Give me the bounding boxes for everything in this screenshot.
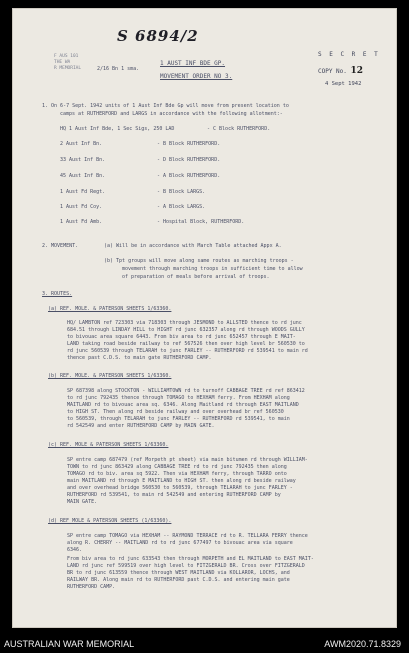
para2b-line: of preparation of meals before arrival of troops. — [122, 274, 270, 280]
route-heading: (b) REF. MOLE. & PATERSON SHEETS 1/63360. — [48, 373, 172, 379]
route-line: MAIN GATE. — [67, 499, 98, 505]
allotment-unit: 1 Aust Fd Regt. — [60, 189, 106, 195]
route-line: main MAITLAND rd through E MAITLAND to HIGH ST. then along rd beside railway — [67, 478, 296, 484]
route-line: to rd junc 792435 thence through TOMAGO to HEXHAM ferry. From HEXHAM along — [67, 395, 290, 401]
para1-line: 1. On 6-7 Sept. 1942 units of 1 Aust Inf Bde Gp will move from present location to — [42, 103, 289, 109]
route-line: SP entre camp 687479 (ref Morpeth pt sheet) via main bitumen rd through WILLIAM- — [67, 457, 308, 463]
route-heading: (a) REF. MOLE. & PATERSON SHEETS 1/63360. — [48, 306, 172, 312]
allotment-block: - C Block RUTHERFORD. — [207, 126, 271, 132]
route-line: TOMAGO rd to biv. area sq 5922. Then via HEXHAM ferry, through TARRO onto — [67, 471, 287, 477]
stamp-line: THE WA — [54, 60, 71, 65]
para2-heading: 2. MOVEMENT. — [42, 243, 79, 249]
allotment-unit: 1 Aust Fd Amb. — [60, 219, 103, 225]
route-line: to bivouac area square 6443. From biv area to rd junc 652457 through E MAIT- — [67, 334, 296, 340]
route-line: RAILWAY BR. Along main rd to RUTHERFORD past C.D.S. and entering main gate — [67, 577, 290, 583]
stamp-line: R MEMORIAL — [54, 66, 82, 71]
route-line: 684.51 through LINDAY HILL to HIGHT rd junc 632357 along rd through WOODS GULLY — [67, 327, 305, 333]
allotment-block: - B Block RUTHERFORD. — [157, 141, 221, 147]
allotment-block: - A Block RUTHERFORD. — [157, 173, 221, 179]
para1-line: camps at RUTHERFORD and LARGS in accordance with the following allotment:- — [60, 111, 283, 117]
para2a-text: (a) Will be in accordance with March Table attached Appx A. — [104, 243, 282, 249]
route-line: to 560539, through TELARAH to junc FARLEY -- RUTHERFORD rd 539541, to main — [67, 416, 290, 422]
route-line: RUTHERFORD CAMP. — [67, 584, 116, 590]
route-line: rd 542549 and enter RUTHERFORD CAMP by MAIN GATE. — [67, 423, 215, 429]
route-line: BR to rd junc 613559 thence through WEST MAITLAND via KOLLAROR, LOCHS, and — [67, 570, 290, 576]
para2b-line: movement through marching troops in sufficient time to allow — [122, 266, 303, 272]
secret-marking: S E C R E T — [318, 51, 380, 58]
allotment-block: - B Block LARGS. — [157, 189, 206, 195]
order-date: 4 Sept 1942 — [325, 81, 362, 87]
route-line: thence past C.D.S. to main gate RUTHERFORD CAMP. — [67, 355, 212, 361]
route-heading: (d) REF MOLE & PATERSON SHEETS (1/63360). — [48, 518, 172, 524]
handwritten-reference: S 6894/2 — [117, 27, 199, 45]
route-line: SP entre camp TOMAGO via HEXHAM -- RAYMOND TERRACE rd to R. TELLARA FERRY thence — [67, 533, 308, 539]
archive-name: AUSTRALIAN WAR MEMORIAL — [4, 639, 135, 649]
route-line: SP 687398 along STOCKTON - WILLIAMTOWN rd to turnoff CABBAGE TREE rd ref 863412 — [67, 388, 305, 394]
allotment-unit: 45 Aust Inf Bn. — [60, 173, 106, 179]
route-line: 6346. — [67, 547, 83, 553]
route-line: rd junc 560539 through TELARAH to junc FARLEY -- RUTHERFORD rd 539541 to main rd — [67, 348, 308, 354]
stamp-line: F AUS 101 — [54, 54, 79, 59]
header-left: 2/16 Bn 1 sma. — [97, 66, 140, 72]
route-line: MAITLAND rd to bivouac area sq. 6346. Along Maitland rd through EAST MAITLAND — [67, 402, 299, 408]
allotment-unit: 2 Aust Inf Bn. — [60, 141, 103, 147]
allotment-block: - D Block RUTHERFORD. — [157, 157, 221, 163]
route-line: and over overhead bridge 560530 to 560539, through TELARAH to junc FARLEY - — [67, 485, 293, 491]
route-line: HQ/ LAMBTON ref 723303 via 718303 through JESMOND to ALLSTED thence to rd junc — [67, 320, 302, 326]
copy-value: 12 — [350, 66, 364, 76]
archive-id: AWM2020.71.8329 — [324, 639, 401, 649]
route-heading: (c) REF. MOLE & PATERSON SHEETS 1/63360. — [48, 442, 169, 448]
route-line: LAND rd junc ref 599519 over high level to FITZGERALD BR. Cross over FITZGERALD — [67, 563, 305, 569]
route-line: RUTHERFORD rd 539541, to main rd 542549 and entering RUTHERFORD CAMP by — [67, 492, 281, 498]
para2b-line: (b) Tpt groups will move along same routes as marching troops - — [104, 258, 294, 264]
copy-label: COPY No. — [318, 68, 347, 75]
para3-heading: 3. ROUTES. — [42, 291, 73, 297]
route-line: along R. CHERRY -- MAITLAND rd to rd junc 677497 to bivouac area via square — [67, 540, 293, 546]
allotment-unit: HQ 1 Aust Inf Bde, 1 Sec Sigs, 250 LAD — [60, 126, 175, 132]
copy-number — [318, 66, 363, 76]
route-line: LAND taking road beside railway to ref 567526 then over high level br 560530 to — [67, 341, 305, 347]
route-line: TOWN to rd junc 863429 along CABBAGE TREE rd to rd junc 792435 then along — [67, 464, 287, 470]
order-title: MOVEMENT ORDER NO 3. — [160, 73, 233, 80]
allotment-unit: 33 Aust Inf Bn. — [60, 157, 106, 163]
allotment-block: - A Block LARGS. — [157, 204, 206, 210]
route-line: From biv area to rd junc 633543 then through MORPETH and EL MAITLAND to EAST MAIT- — [67, 556, 314, 562]
allotment-block: - Hospital Block, RUTHERFORD. — [157, 219, 245, 225]
route-line: to HIGH ST. Then along rd beside railway and over overhead br ref 560530 — [67, 409, 284, 415]
archive-footer — [0, 637, 409, 653]
document-page — [12, 8, 397, 628]
allotment-unit: 1 Aust Fd Coy. — [60, 204, 103, 210]
header-title: 1 AUST INF BDE GP. — [160, 60, 226, 67]
